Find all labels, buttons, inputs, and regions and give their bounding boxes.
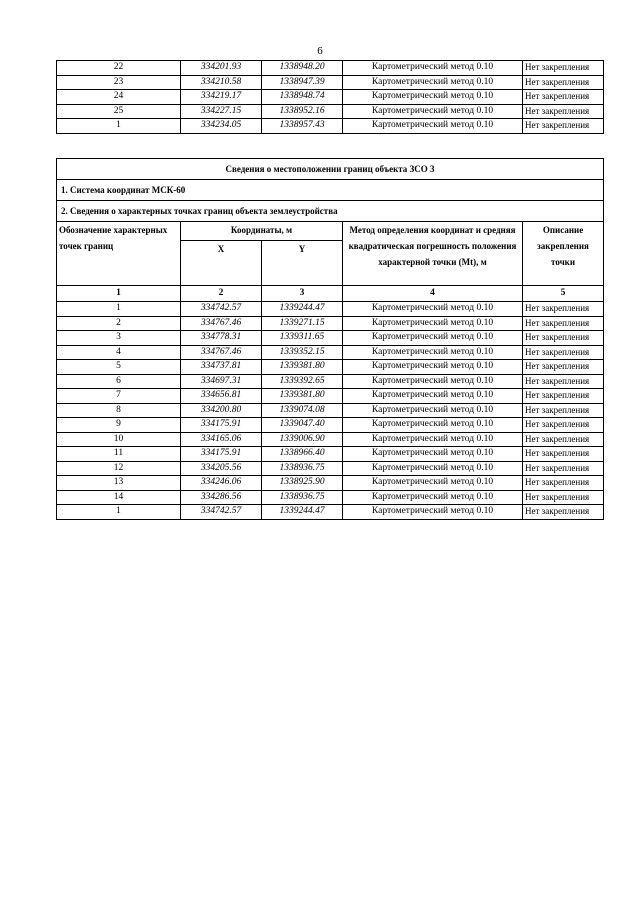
point-number-cell: 1 (57, 505, 181, 520)
point-number-cell: 13 (57, 476, 181, 491)
y-coordinate-cell: 1339392.65 (262, 374, 343, 389)
method-cell: Картометрический метод 0.10 (343, 447, 523, 462)
table-row (57, 345, 604, 360)
x-coordinate-cell: 334742.57 (181, 505, 262, 520)
method-cell: Картометрический метод 0.10 (343, 389, 523, 404)
header-coordinates: Координаты, м (181, 222, 343, 241)
method-cell: Картометрический метод 0.10 (343, 490, 523, 505)
header-y: Y (262, 241, 343, 286)
y-coordinate-cell: 1338952.16 (262, 104, 343, 119)
fixing-cell: Нет закрепления (523, 505, 604, 520)
x-coordinate-cell: 334234.05 (181, 119, 262, 134)
method-cell: Картометрический метод 0.10 (343, 476, 523, 491)
y-coordinate-cell: 1338948.74 (262, 90, 343, 105)
fixing-cell: Нет закрепления (523, 461, 604, 476)
table-row (57, 505, 604, 520)
y-coordinate-cell: 1338936.75 (262, 461, 343, 476)
fixing-cell: Нет закрепления (523, 490, 604, 505)
point-number-cell: 10 (57, 432, 181, 447)
point-number-cell: 23 (57, 75, 181, 90)
y-coordinate-cell: 1338948.20 (262, 61, 343, 76)
method-cell: Картометрический метод 0.10 (343, 374, 523, 389)
zso-table-title: Сведения о местоположении границ объекта ЗСО 3 (57, 159, 604, 180)
y-coordinate-cell: 1339244.47 (262, 302, 343, 317)
method-cell: Картометрический метод 0.10 (343, 331, 523, 346)
table-row (57, 490, 604, 505)
point-number-cell: 2 (57, 316, 181, 331)
y-coordinate-cell: 1338947.39 (262, 75, 343, 90)
fixing-cell: Нет закрепления (523, 316, 604, 331)
fixing-cell: Нет закрепления (523, 345, 604, 360)
table-row (57, 476, 604, 491)
y-coordinate-cell: 1339074.08 (262, 403, 343, 418)
x-coordinate-cell: 334737.81 (181, 360, 262, 375)
fixing-cell: Нет закрепления (523, 360, 604, 375)
method-cell: Картометрический метод 0.10 (343, 418, 523, 433)
x-coordinate-cell: 334767.46 (181, 316, 262, 331)
method-cell: Картометрический метод 0.10 (343, 432, 523, 447)
fixing-cell: Нет закрепления (523, 119, 604, 134)
method-cell: Картометрический метод 0.10 (343, 302, 523, 317)
fixing-cell: Нет закрепления (523, 476, 604, 491)
x-coordinate-cell: 334742.57 (181, 302, 262, 317)
method-cell: Картометрический метод 0.10 (343, 360, 523, 375)
table-row (57, 389, 604, 404)
x-coordinate-cell: 334205.56 (181, 461, 262, 476)
method-cell: Картометрический метод 0.10 (343, 104, 523, 119)
method-cell: Картометрический метод 0.10 (343, 505, 523, 520)
header-x: X (181, 241, 262, 286)
table-row (57, 331, 604, 346)
column-number: 1 (57, 286, 181, 302)
method-cell: Картометрический метод 0.10 (343, 461, 523, 476)
y-coordinate-cell: 1339352.15 (262, 345, 343, 360)
header-point-designation: Обозначение характерных точек границ (57, 222, 181, 286)
coordinate-system: 1. Система координат МСК-60 (57, 180, 604, 201)
table-row (57, 403, 604, 418)
x-coordinate-cell: 334200.80 (181, 403, 262, 418)
column-number: 4 (343, 286, 523, 302)
table-row (57, 119, 604, 134)
point-number-cell: 6 (57, 374, 181, 389)
x-coordinate-cell: 334210.58 (181, 75, 262, 90)
table-row (57, 418, 604, 433)
point-number-cell: 7 (57, 389, 181, 404)
x-coordinate-cell: 334165.06 (181, 432, 262, 447)
header-fixing: Описание закрепления точки (523, 222, 604, 286)
y-coordinate-cell: 1338966.40 (262, 447, 343, 462)
method-cell: Картометрический метод 0.10 (343, 90, 523, 105)
x-coordinate-cell: 334697.31 (181, 374, 262, 389)
point-number-cell: 8 (57, 403, 181, 418)
fixing-cell: Нет закрепления (523, 389, 604, 404)
y-coordinate-cell: 1339047.40 (262, 418, 343, 433)
x-coordinate-cell: 334175.91 (181, 418, 262, 433)
point-number-cell: 25 (57, 104, 181, 119)
point-number-cell: 4 (57, 345, 181, 360)
x-coordinate-cell: 334175.91 (181, 447, 262, 462)
table-row (57, 75, 604, 90)
method-cell: Картометрический метод 0.10 (343, 345, 523, 360)
fixing-cell: Нет закрепления (523, 90, 604, 105)
table-row (57, 316, 604, 331)
table-row (57, 432, 604, 447)
table-row (57, 61, 604, 76)
y-coordinate-cell: 1338925.90 (262, 476, 343, 491)
point-number-cell: 1 (57, 302, 181, 317)
fixing-cell: Нет закрепления (523, 75, 604, 90)
fixing-cell: Нет закрепления (523, 432, 604, 447)
fixing-cell: Нет закрепления (523, 104, 604, 119)
y-coordinate-cell: 1339244.47 (262, 505, 343, 520)
table-row (57, 104, 604, 119)
y-coordinate-cell: 1339381.80 (262, 389, 343, 404)
x-coordinate-cell: 334286.56 (181, 490, 262, 505)
y-coordinate-cell: 1339006.90 (262, 432, 343, 447)
point-number-cell: 14 (57, 490, 181, 505)
y-coordinate-cell: 1339271.15 (262, 316, 343, 331)
points-section-title: 2. Сведения о характерных точках границ объекта землеустройства (57, 201, 604, 222)
x-coordinate-cell: 334656.81 (181, 389, 262, 404)
column-number: 2 (181, 286, 262, 302)
header-method: Метод определения координат и средняя квадратическая погрешность положения характерной точки (Mt), м (343, 222, 523, 286)
point-number-cell: 24 (57, 90, 181, 105)
fixing-cell: Нет закрепления (523, 61, 604, 76)
fixing-cell: Нет закрепления (523, 374, 604, 389)
fixing-cell: Нет закрепления (523, 447, 604, 462)
fixing-cell: Нет закрепления (523, 302, 604, 317)
point-number-cell: 11 (57, 447, 181, 462)
x-coordinate-cell: 334778.31 (181, 331, 262, 346)
fixing-cell: Нет закрепления (523, 403, 604, 418)
point-number-cell: 3 (57, 331, 181, 346)
method-cell: Картометрический метод 0.10 (343, 61, 523, 76)
y-coordinate-cell: 1339311.65 (262, 331, 343, 346)
continued-points-table (56, 60, 604, 134)
table-row (57, 374, 604, 389)
method-cell: Картометрический метод 0.10 (343, 316, 523, 331)
x-coordinate-cell: 334227.15 (181, 104, 262, 119)
table-row (57, 360, 604, 375)
point-number-cell: 1 (57, 119, 181, 134)
table-row (57, 447, 604, 462)
x-coordinate-cell: 334201.93 (181, 61, 262, 76)
point-number-cell: 22 (57, 61, 181, 76)
method-cell: Картометрический метод 0.10 (343, 119, 523, 134)
zso-3-table (56, 158, 604, 520)
table-row (57, 461, 604, 476)
point-number-cell: 9 (57, 418, 181, 433)
x-coordinate-cell: 334767.46 (181, 345, 262, 360)
x-coordinate-cell: 334219.17 (181, 90, 262, 105)
column-number: 5 (523, 286, 604, 302)
page-number: 6 (317, 45, 323, 57)
y-coordinate-cell: 1338936.75 (262, 490, 343, 505)
table-row (57, 302, 604, 317)
y-coordinate-cell: 1339381.80 (262, 360, 343, 375)
method-cell: Картометрический метод 0.10 (343, 403, 523, 418)
point-number-cell: 5 (57, 360, 181, 375)
method-cell: Картометрический метод 0.10 (343, 75, 523, 90)
column-number: 3 (262, 286, 343, 302)
x-coordinate-cell: 334246.06 (181, 476, 262, 491)
fixing-cell: Нет закрепления (523, 418, 604, 433)
fixing-cell: Нет закрепления (523, 331, 604, 346)
y-coordinate-cell: 1338957.43 (262, 119, 343, 134)
point-number-cell: 12 (57, 461, 181, 476)
table-row (57, 90, 604, 105)
